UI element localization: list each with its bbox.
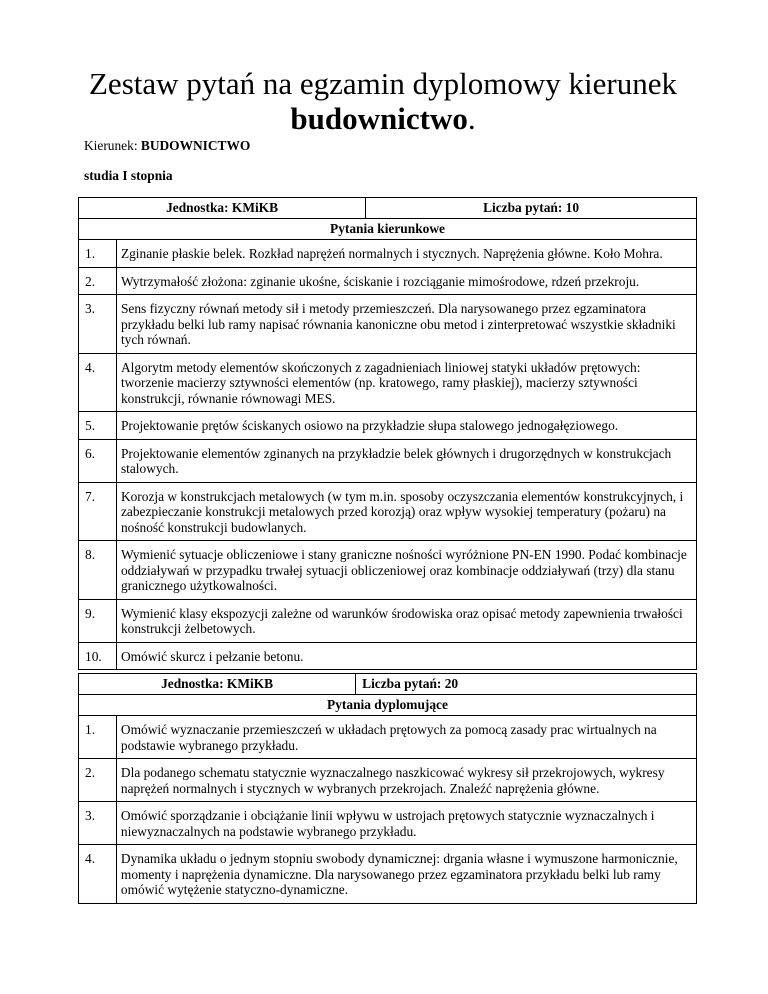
question-text: Sens fizyczny równań metody sił i metody przemieszczeń. Dla narysowanego przez egzaminatora przykładu belki lub ramy napisać równania kanoniczne obu metod i zinterpretować wszystkie składniki tych równań. [116, 295, 696, 354]
studia-line: studia I stopnia [84, 168, 173, 183]
heading-row [79, 219, 697, 240]
liczba-cell: Liczba pytań: 10 [366, 198, 697, 219]
document-title [78, 66, 688, 136]
question-text: Omówić wyznaczanie przemieszczeń w układach prętowych za pomocą zasady prac wirtualnych na podstawie wybranego przykładu. [116, 716, 696, 759]
question-text: Wytrzymałość złożona: zginanie ukośne, ściskanie i rozciąganie mimośrodowe, rdzeń przekroju. [116, 267, 696, 295]
question-text: Wymienić klasy ekspozycji zależne od warunków środowiska oraz opisać metody zapewnienia trwałości konstrukcji żelbetowych. [116, 599, 696, 642]
question-row [79, 802, 697, 845]
title-bold: budownictwo [290, 101, 468, 136]
header-row [79, 198, 697, 219]
question-row [79, 759, 697, 802]
question-text: Wymienić sytuacje obliczeniowe i stany graniczne nośności wyróżnione PN-EN 1990. Podać kombinacje oddziaływań w przypadku trwałej sytuacji obliczeniowej oraz kombinacje oddziaływań (trzy) dla stanu granicznego użytkowalności. [116, 541, 696, 600]
question-number: 3. [79, 295, 117, 354]
kierunek-value: BUDOWNICTWO [140, 138, 251, 153]
question-text: Omówić sporządzanie i obciążanie linii wpływu w ustrojach prętowych statycznie wyznaczalnych i niewyznaczalnych na podstawie wybranego przykładu. [116, 802, 696, 845]
question-row [79, 845, 697, 904]
question-number: 7. [79, 482, 117, 541]
question-number: 4. [79, 353, 117, 412]
question-row [79, 267, 697, 295]
question-text: Dynamika układu o jednym stopniu swobody dynamicznej: drgania własne i wymuszone harmonicznie, momenty i naprężenia dynamiczne. Dla narysowanego przez egzaminatora przykładu belki lub ramy omówić wytężenie statyczno-dynamiczne. [116, 845, 696, 904]
question-number: 4. [79, 845, 117, 904]
question-number: 8. [79, 541, 117, 600]
question-row [79, 412, 697, 440]
title-plain: Zestaw pytań na egzamin dyplomowy kierunek [89, 66, 677, 101]
question-number: 2. [79, 267, 117, 295]
question-number: 5. [79, 412, 117, 440]
question-number: 10. [79, 642, 117, 670]
question-row [79, 482, 697, 541]
jednostka-cell: Jednostka: KMiKB [79, 198, 366, 219]
question-number: 6. [79, 439, 117, 482]
question-row [79, 353, 697, 412]
header-row [79, 674, 697, 695]
question-text: Zginanie płaskie belek. Rozkład naprężeń normalnych i stycznych. Naprężenia główne. Koło Mohra. [116, 240, 696, 268]
question-text: Omówić skurcz i pełzanie betonu. [116, 642, 696, 670]
question-number: 1. [79, 240, 117, 268]
question-text: Korozja w konstrukcjach metalowych (w tym m.in. sposoby oczyszczania elementów konstrukcyjnych, i zabezpieczanie konstrukcji metalowych przed korozją) oraz wpływ wysokiej temperatury (pożaru) na nośność konstrukcji budowlanych. [116, 482, 696, 541]
question-row [79, 240, 697, 268]
question-row [79, 439, 697, 482]
title-end: . [467, 101, 476, 136]
question-row [79, 599, 697, 642]
question-number: 3. [79, 802, 117, 845]
question-list [79, 716, 697, 904]
question-row [79, 541, 697, 600]
kierunek-label: Kierunek: [84, 138, 141, 153]
question-row [79, 642, 697, 670]
question-number: 1. [79, 716, 117, 759]
question-text: Dla podanego schematu statycznie wyznaczalnego naszkicować wykresy sił przekrojowych, wykresy naprężeń normalnych i stycznych w wybranych przekrojach. Znaleźć naprężenia główne. [116, 759, 696, 802]
section-heading: Pytania kierunkowe [79, 219, 697, 240]
question-number: 2. [79, 759, 117, 802]
question-text: Algorytm metody elementów skończonych z zagadnieniach liniowej statyki układów prętowych: tworzenie macierzy sztywności elementów (np. kratowego, ramy płaskiej), macierzy sztywności konstrukcji, równanie równowagi MES. [116, 353, 696, 412]
heading-row [79, 695, 697, 716]
question-text: Projektowanie elementów zginanych na przykładzie belek głównych i drugorzędnych w konstrukcjach stalowych. [116, 439, 696, 482]
jednostka-cell: Jednostka: KMiKB [79, 674, 356, 695]
question-row [79, 295, 697, 354]
section-heading: Pytania dyplomujące [79, 695, 697, 716]
question-text: Projektowanie prętów ściskanych osiowo na przykładzie słupa stalowego jednogałęziowego. [116, 412, 696, 440]
question-number: 9. [79, 599, 117, 642]
question-list [79, 240, 697, 670]
questions-table-dyplomujace [78, 673, 697, 904]
kierunek-line [84, 138, 250, 154]
question-row [79, 716, 697, 759]
questions-table-kierunkowe [78, 197, 697, 670]
liczba-cell: Liczba pytań: 20 [356, 674, 697, 695]
